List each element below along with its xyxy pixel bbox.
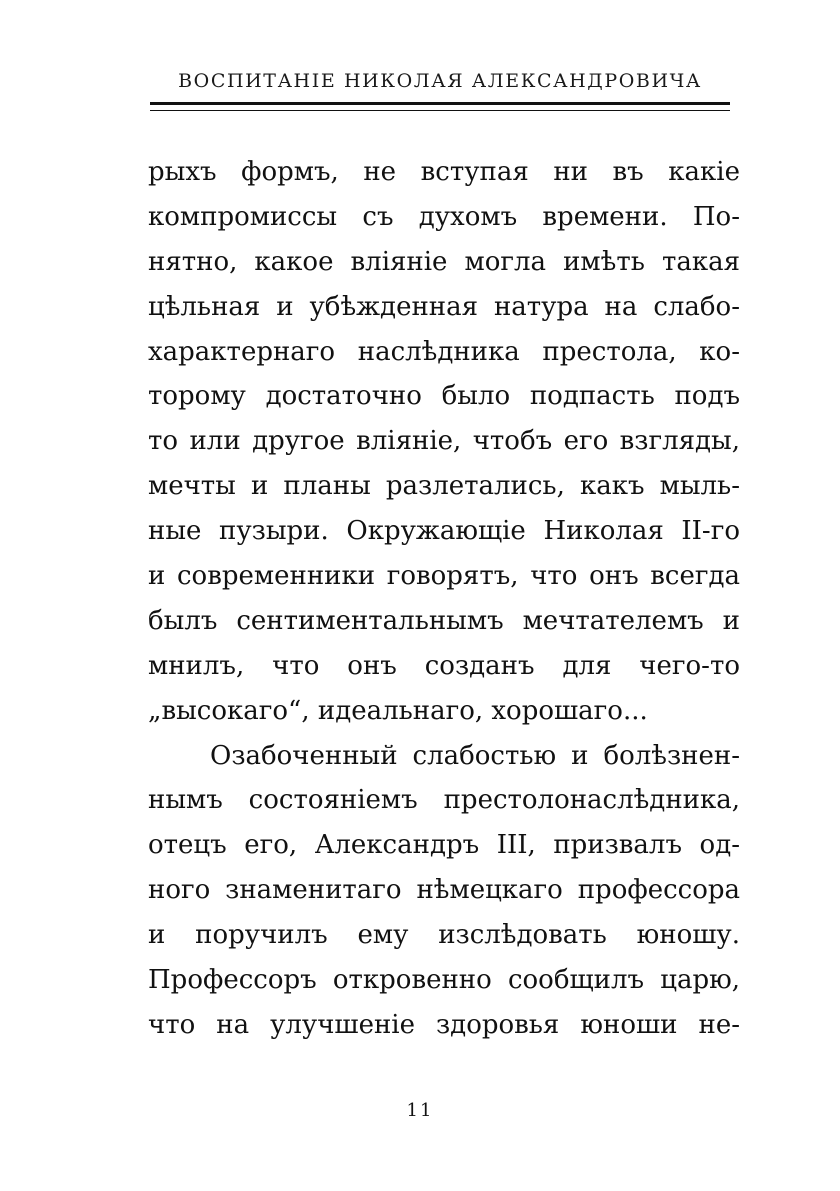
- text-line: и поручилъ ему изслѣдовать юношу.: [148, 920, 740, 951]
- text-line-paragraph-end: „высокаго“, идеальнаго, хорошаго...: [148, 695, 648, 726]
- header-rule-thick: [150, 102, 730, 105]
- page-number: 11: [406, 1100, 434, 1121]
- text-line: Профессоръ откровенно сообщилъ царю,: [148, 965, 740, 996]
- text-line: былъ сентиментальнымъ мечтателемъ и: [148, 605, 740, 636]
- text-line: торому достаточно было подпасть подъ: [148, 381, 740, 412]
- text-line: цѣльная и убѣжденная натура на слабо-: [148, 291, 740, 322]
- text-line: рыхъ формъ, не вступая ни въ какіе: [148, 157, 740, 187]
- running-head: ВОСПИТАНІЕ НИКОЛАЯ АЛЕКСАНДРОВИЧА: [178, 70, 702, 92]
- text-line: и современники говорятъ, что онъ всегда: [148, 561, 740, 592]
- text-line: что на улучшеніе здоровья юноши не-: [148, 1009, 740, 1040]
- text-line: ного знаменитаго нѣмецкаго профессора: [148, 875, 740, 906]
- body-text: [148, 150, 740, 1048]
- text-line: отецъ его, Александръ III, призвалъ од-: [148, 830, 740, 861]
- text-line: нятно, какое вліяніе могла имѣть такая: [148, 246, 740, 277]
- text-line: мнилъ, что онъ созданъ для чего-то: [148, 650, 740, 681]
- text-line: нымъ состояніемъ престолонаслѣдника,: [148, 785, 740, 816]
- text-line: компромиссы съ духомъ времени. По-: [148, 201, 740, 232]
- text-line: то или другое вліяніе, чтобъ его взгляды,: [148, 426, 740, 457]
- text-line-paragraph-start: Озабоченный слабостью и болѣзнен-: [210, 740, 740, 771]
- text-line: мечты и планы разлетались, какъ мыль-: [148, 471, 740, 502]
- header-rule-thin: [150, 110, 730, 111]
- text-line: ные пузыри. Окружающіе Николая II-го: [148, 516, 740, 547]
- text-line: характернаго наслѣдника престола, ко-: [148, 336, 740, 367]
